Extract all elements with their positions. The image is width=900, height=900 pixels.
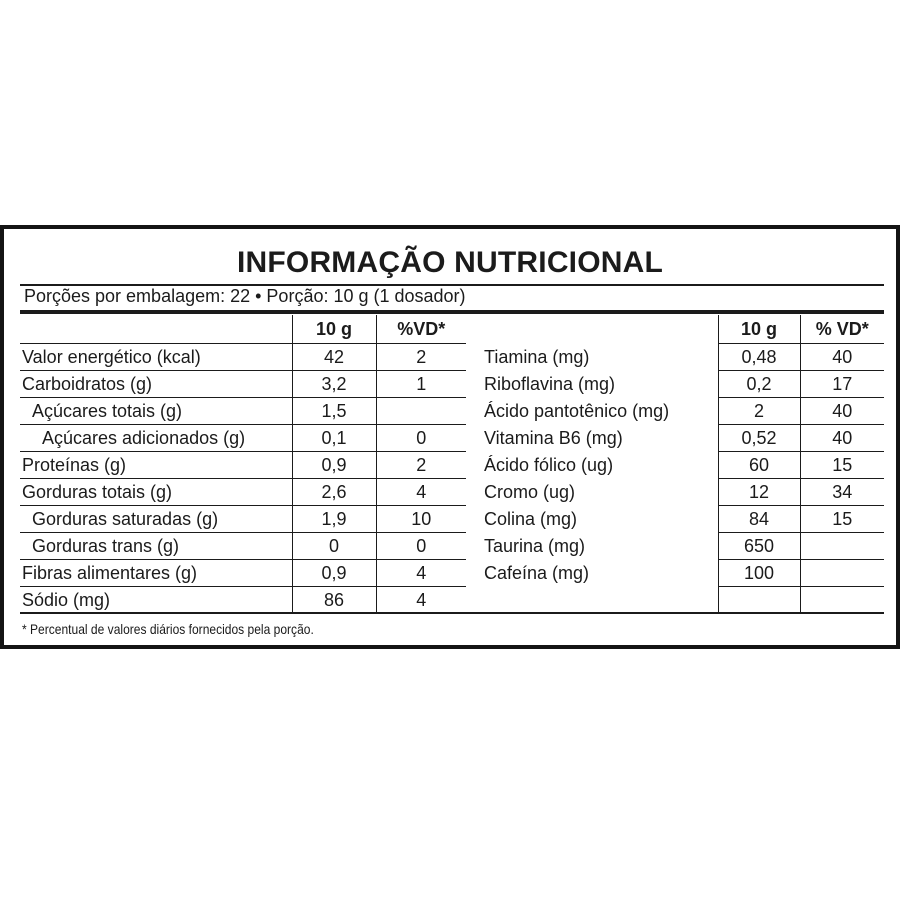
- nutrient-daily-value: 10: [376, 505, 466, 532]
- nutrient-daily-value: 0: [376, 532, 466, 559]
- header-divider: [20, 310, 884, 314]
- header-daily-value: %VD*: [376, 315, 466, 343]
- nutrition-facts-panel: [0, 225, 900, 649]
- nutrient-label: Gorduras trans (g): [20, 532, 292, 559]
- table-row: [20, 451, 466, 478]
- nutrient-amount: 0: [292, 532, 376, 559]
- nutrient-amount: 12: [718, 478, 800, 505]
- nutrient-daily-value: 4: [376, 586, 466, 613]
- nutrient-daily-value: 15: [800, 451, 884, 478]
- table-row: [482, 343, 884, 370]
- nutrient-daily-value: 40: [800, 424, 884, 451]
- table-row: [20, 397, 466, 424]
- table-row: [482, 559, 884, 586]
- nutrient-amount: 0,52: [718, 424, 800, 451]
- nutrient-label: Taurina (mg): [484, 535, 586, 556]
- nutrient-label: Carboidratos (g): [20, 370, 292, 397]
- nutrient-amount: 0,9: [292, 451, 376, 478]
- nutrient-label: Gorduras saturadas (g): [20, 505, 292, 532]
- header-daily-value: % VD*: [800, 315, 884, 343]
- nutrient-label: Proteínas (g): [20, 451, 292, 478]
- nutrient-label: Vitamina B6 (mg): [484, 427, 623, 448]
- nutrient-amount: 650: [718, 532, 800, 559]
- nutrient-daily-value: [376, 397, 466, 424]
- nutrient-label: Tiamina (mg): [484, 346, 590, 367]
- table-row: [20, 559, 466, 586]
- nutrient-daily-value: 40: [800, 397, 884, 424]
- nutrient-label: Ácido pantotênico (mg): [484, 400, 670, 421]
- nutrient-label: Colina (mg): [484, 508, 578, 529]
- nutrient-amount: 0,1: [292, 424, 376, 451]
- table-bottom-rule: [20, 612, 884, 614]
- table-row: [482, 532, 884, 559]
- nutrient-daily-value: 4: [376, 559, 466, 586]
- nutrient-daily-value: 40: [800, 343, 884, 370]
- footnote: * Percentual de valores diários fornecidos pela porção.: [22, 621, 314, 637]
- nutrient-label: Gorduras totais (g): [20, 478, 292, 505]
- nutrient-amount: [718, 586, 800, 613]
- nutrient-amount: 0,48: [718, 343, 800, 370]
- nutrient-amount: 2: [718, 397, 800, 424]
- nutrient-amount: 0,9: [292, 559, 376, 586]
- nutrient-amount: 42: [292, 343, 376, 370]
- nutrient-label: Cromo (ug): [484, 481, 576, 502]
- table-row: [482, 397, 884, 424]
- nutrient-daily-value: 2: [376, 343, 466, 370]
- macronutrients-table: [20, 315, 466, 614]
- nutrient-daily-value: [800, 559, 884, 586]
- nutrient-amount: 3,2: [292, 370, 376, 397]
- nutrient-daily-value: 2: [376, 451, 466, 478]
- header-label-cell: [482, 315, 718, 343]
- nutrient-amount: 84: [718, 505, 800, 532]
- nutrient-label: [482, 586, 718, 613]
- table-row: [20, 343, 466, 370]
- table-row: [20, 505, 466, 532]
- nutrient-label: Açúcares adicionados (g): [20, 424, 292, 451]
- panel-title: INFORMAÇÃO NUTRICIONAL: [236, 246, 664, 279]
- table-row: [482, 370, 884, 397]
- nutrient-label: Riboflavina (mg): [484, 373, 616, 394]
- table-row: [20, 478, 466, 505]
- nutrient-amount: 100: [718, 559, 800, 586]
- nutrient-amount: 60: [718, 451, 800, 478]
- nutrient-daily-value: [800, 532, 884, 559]
- header-amount: 10 g: [292, 315, 376, 343]
- micronutrients-table: [482, 315, 884, 614]
- nutrient-daily-value: 1: [376, 370, 466, 397]
- nutrient-amount: 1,9: [292, 505, 376, 532]
- nutrient-label: Ácido fólico (ug): [484, 454, 614, 475]
- nutrient-daily-value: 17: [800, 370, 884, 397]
- header-amount: 10 g: [718, 315, 800, 343]
- nutrient-label: Cafeína (mg): [484, 562, 590, 583]
- table-row: [482, 505, 884, 532]
- serving-info: Porções por embalagem: 22 • Porção: 10 g (1 dosador): [24, 286, 466, 306]
- table-row: [20, 370, 466, 397]
- nutrient-daily-value: [800, 586, 884, 613]
- nutrient-label: Açúcares totais (g): [20, 397, 292, 424]
- nutrient-label: Fibras alimentares (g): [20, 559, 292, 586]
- nutrient-amount: 1,5: [292, 397, 376, 424]
- nutrient-daily-value: 15: [800, 505, 884, 532]
- nutrient-daily-value: 0: [376, 424, 466, 451]
- table-row: [482, 586, 884, 613]
- table-header-row: [20, 315, 466, 343]
- table-row: [482, 424, 884, 451]
- table-row: [20, 424, 466, 451]
- nutrient-label: Sódio (mg): [20, 586, 292, 613]
- nutrient-amount: 2,6: [292, 478, 376, 505]
- table-row: [20, 532, 466, 559]
- nutrient-daily-value: 4: [376, 478, 466, 505]
- nutrient-daily-value: 34: [800, 478, 884, 505]
- table-row: [482, 451, 884, 478]
- table-row: [20, 586, 466, 613]
- nutrient-amount: 0,2: [718, 370, 800, 397]
- nutrient-label: Valor energético (kcal): [20, 343, 292, 370]
- table-row: [482, 478, 884, 505]
- nutrient-amount: 86: [292, 586, 376, 613]
- header-label-cell: [20, 315, 292, 343]
- table-header-row: [482, 315, 884, 343]
